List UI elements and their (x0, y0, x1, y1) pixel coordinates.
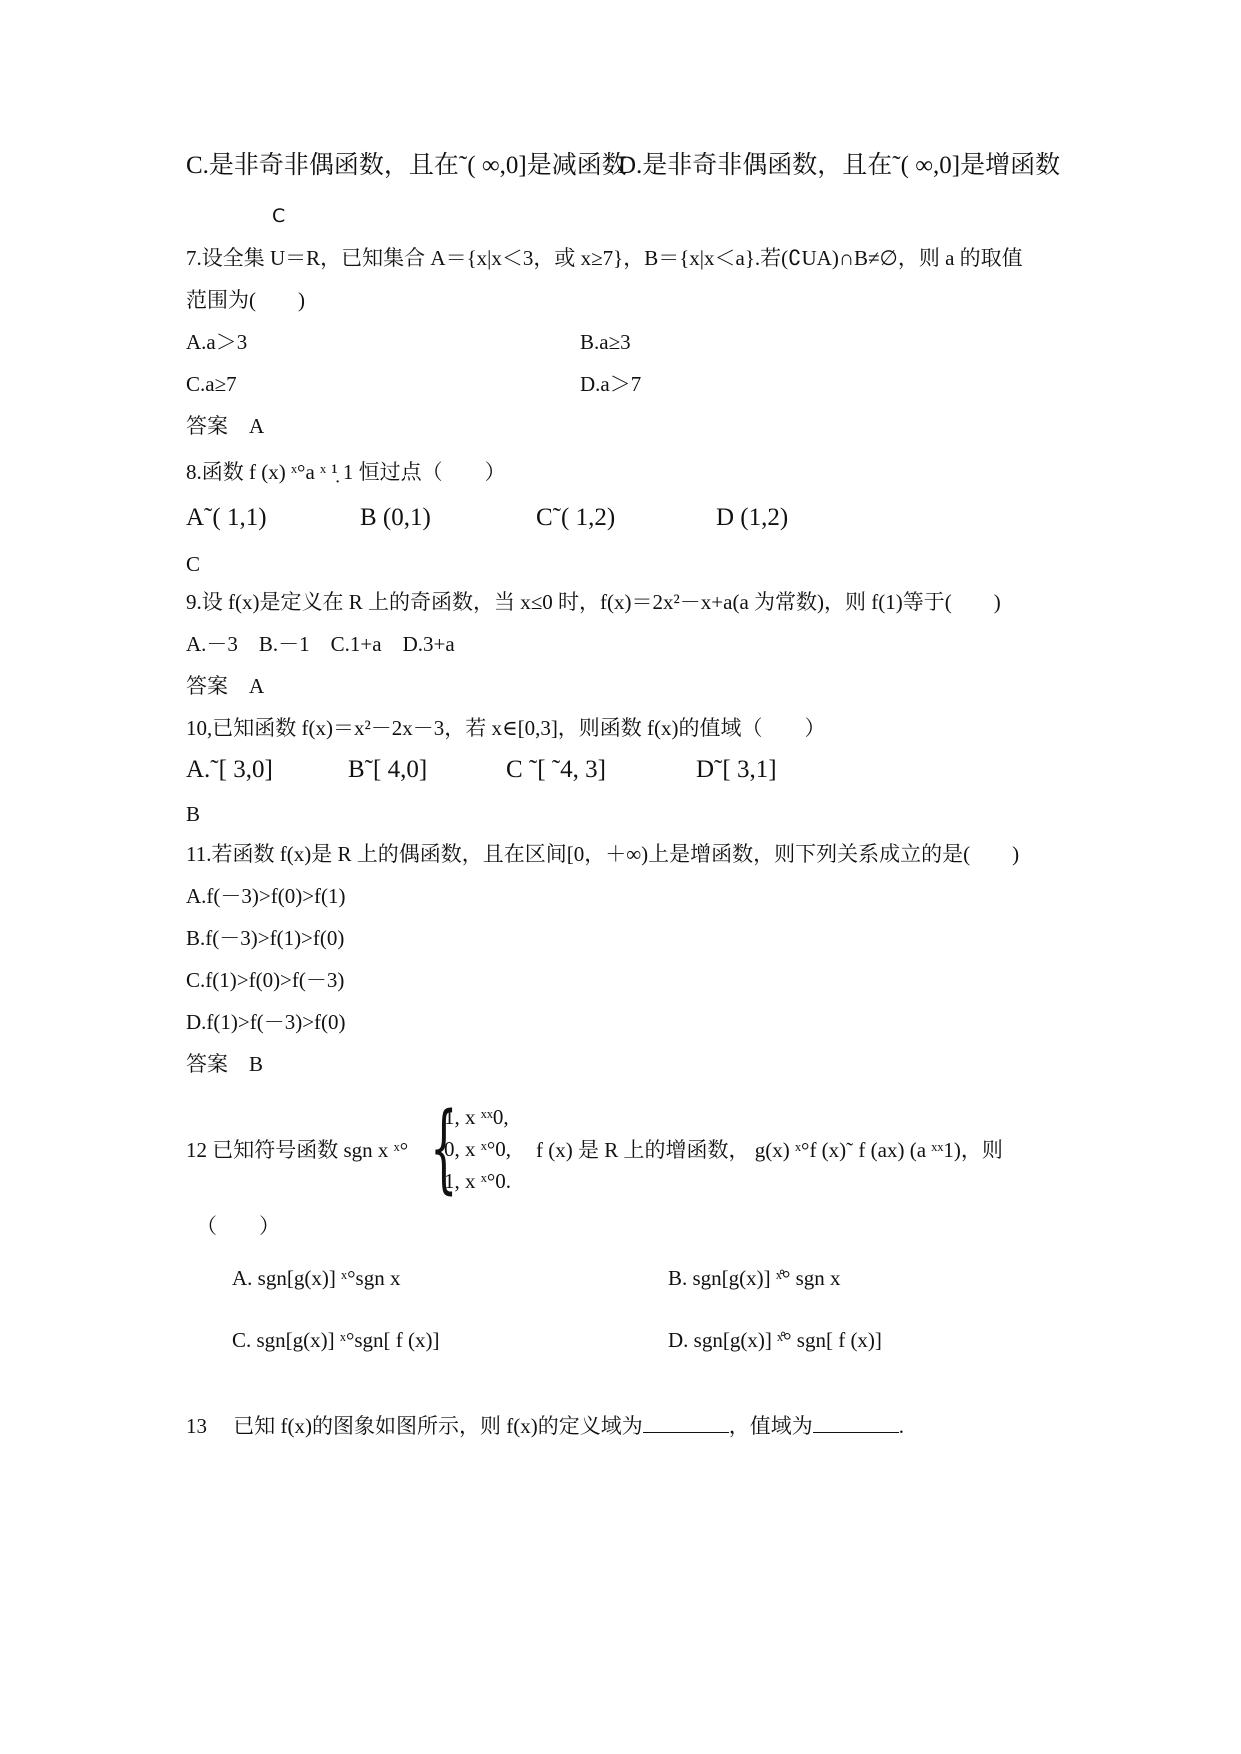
q8-answer: C (186, 552, 201, 576)
q7-option-d: D.a＞7 (580, 372, 642, 396)
q12-piecewise-system (430, 1092, 540, 1204)
q9-answer: 答案 A (186, 674, 265, 698)
q8-option-c: C˜( 1,2) (536, 504, 616, 531)
q7-option-c: C.a≥7 (186, 372, 237, 396)
q13-domain-blank[interactable] (643, 1412, 729, 1433)
q6-option-c: C.是非奇非偶函数，且在˜( ∞,0]是减函数 (186, 152, 627, 179)
q11-option-a: A.f(－3)>f(0)>f(1) (186, 884, 346, 908)
q8-option-b: B (0,1) (360, 504, 431, 531)
q10-option-b: B˜[ 4,0] (348, 756, 428, 783)
q10-option-a: A.˜[ 3,0] (186, 756, 273, 783)
q6-answer: C (272, 205, 286, 227)
q12-paren: （ ） (196, 1214, 280, 1238)
q12-case-2: 0, x ˣ°0, (444, 1137, 511, 1161)
q12-stem-right: f (x) 是 R 上的增函数， g(x) ˣ°f (x)˜ f (ax) (a ˣˣ1)，则 (536, 1138, 1003, 1162)
q12-option-d: D. sgn[g(x)] ˣ̊° sgn[ f (x)] (668, 1328, 882, 1352)
q8-option-a: A˜( 1,1) (186, 504, 267, 531)
q13-range-blank[interactable] (813, 1412, 899, 1433)
q11-stem: 11.若函数 f(x)是 R 上的偶函数，且在区间[0，＋∞)上是增函数，则下列关系成立的是( ) (186, 842, 1020, 866)
q12-option-b: B. sgn[g(x)] ˣ̊° sgn x (668, 1266, 841, 1290)
q7-option-a: A.a＞3 (186, 330, 248, 354)
q7-stem-line2: 范围为( ) (186, 288, 305, 312)
q11-option-d: D.f(1)>f(－3)>f(0) (186, 1010, 346, 1034)
q10-stem: 10,已知函数 f(x)＝x²－2x－3，若 x∈[0,3]，则函数 f(x)的值域（ ） (186, 716, 826, 740)
q12-stem-left: 12 已知符号函数 sgn x ˣ° (186, 1138, 409, 1162)
q12-option-c: C. sgn[g(x)] ˣ°sgn[ f (x)] (232, 1328, 440, 1352)
q13-stem-part-c: . (898, 1414, 904, 1438)
q10-answer: B (186, 802, 201, 826)
q7-option-b: B.a≥3 (580, 330, 631, 354)
q13-stem-part-b: ，值域为 (728, 1414, 813, 1438)
q13-stem-part-a: 13 已知 f(x)的图象如图所示，则 f(x)的定义域为 (186, 1414, 643, 1438)
q7-stem-line1: 7.设全集 U＝R，已知集合 A＝{x|x＜3，或 x≥7}，B＝{x|x＜a}.若(∁UA)∩B≠∅，则 a 的取值 (186, 246, 1023, 270)
q12-case-3: 1, x ˣ°0. (444, 1169, 511, 1193)
q9-options: A.－3 B.－1 C.1+a D.3+a (186, 632, 455, 656)
q11-option-b: B.f(－3)>f(1)>f(0) (186, 926, 345, 950)
q10-option-c: C ˜[ ˜4, 3] (506, 756, 606, 783)
q10-option-d: D˜[ 3,1] (696, 756, 777, 783)
q13-stem (186, 1412, 904, 1440)
q9-stem: 9.设 f(x)是定义在 R 上的奇函数，当 x≤0 时，f(x)＝2x²－x+a(a 为常数)，则 f(1)等于( ) (186, 590, 1001, 614)
q8-option-d: D (1,2) (716, 504, 789, 531)
q11-option-c: C.f(1)>f(0)>f(－3) (186, 968, 345, 992)
q12-left-brace: { (430, 1092, 458, 1204)
q11-answer: 答案 B (186, 1052, 264, 1076)
q6-option-d: D.是非奇非偶函数，且在˜( ∞,0]是增函数 (618, 152, 1061, 179)
q12-option-a: A. sgn[g(x)] ˣ°sgn x (232, 1266, 401, 1290)
q12-case-1: 1, x ˣˣ0, (444, 1105, 509, 1129)
q8-stem: 8.函数 f (x) ˣ°a ˣ ¹̣ 1 恒过点（ ） (186, 460, 506, 484)
q7-answer: 答案 A (186, 414, 265, 438)
